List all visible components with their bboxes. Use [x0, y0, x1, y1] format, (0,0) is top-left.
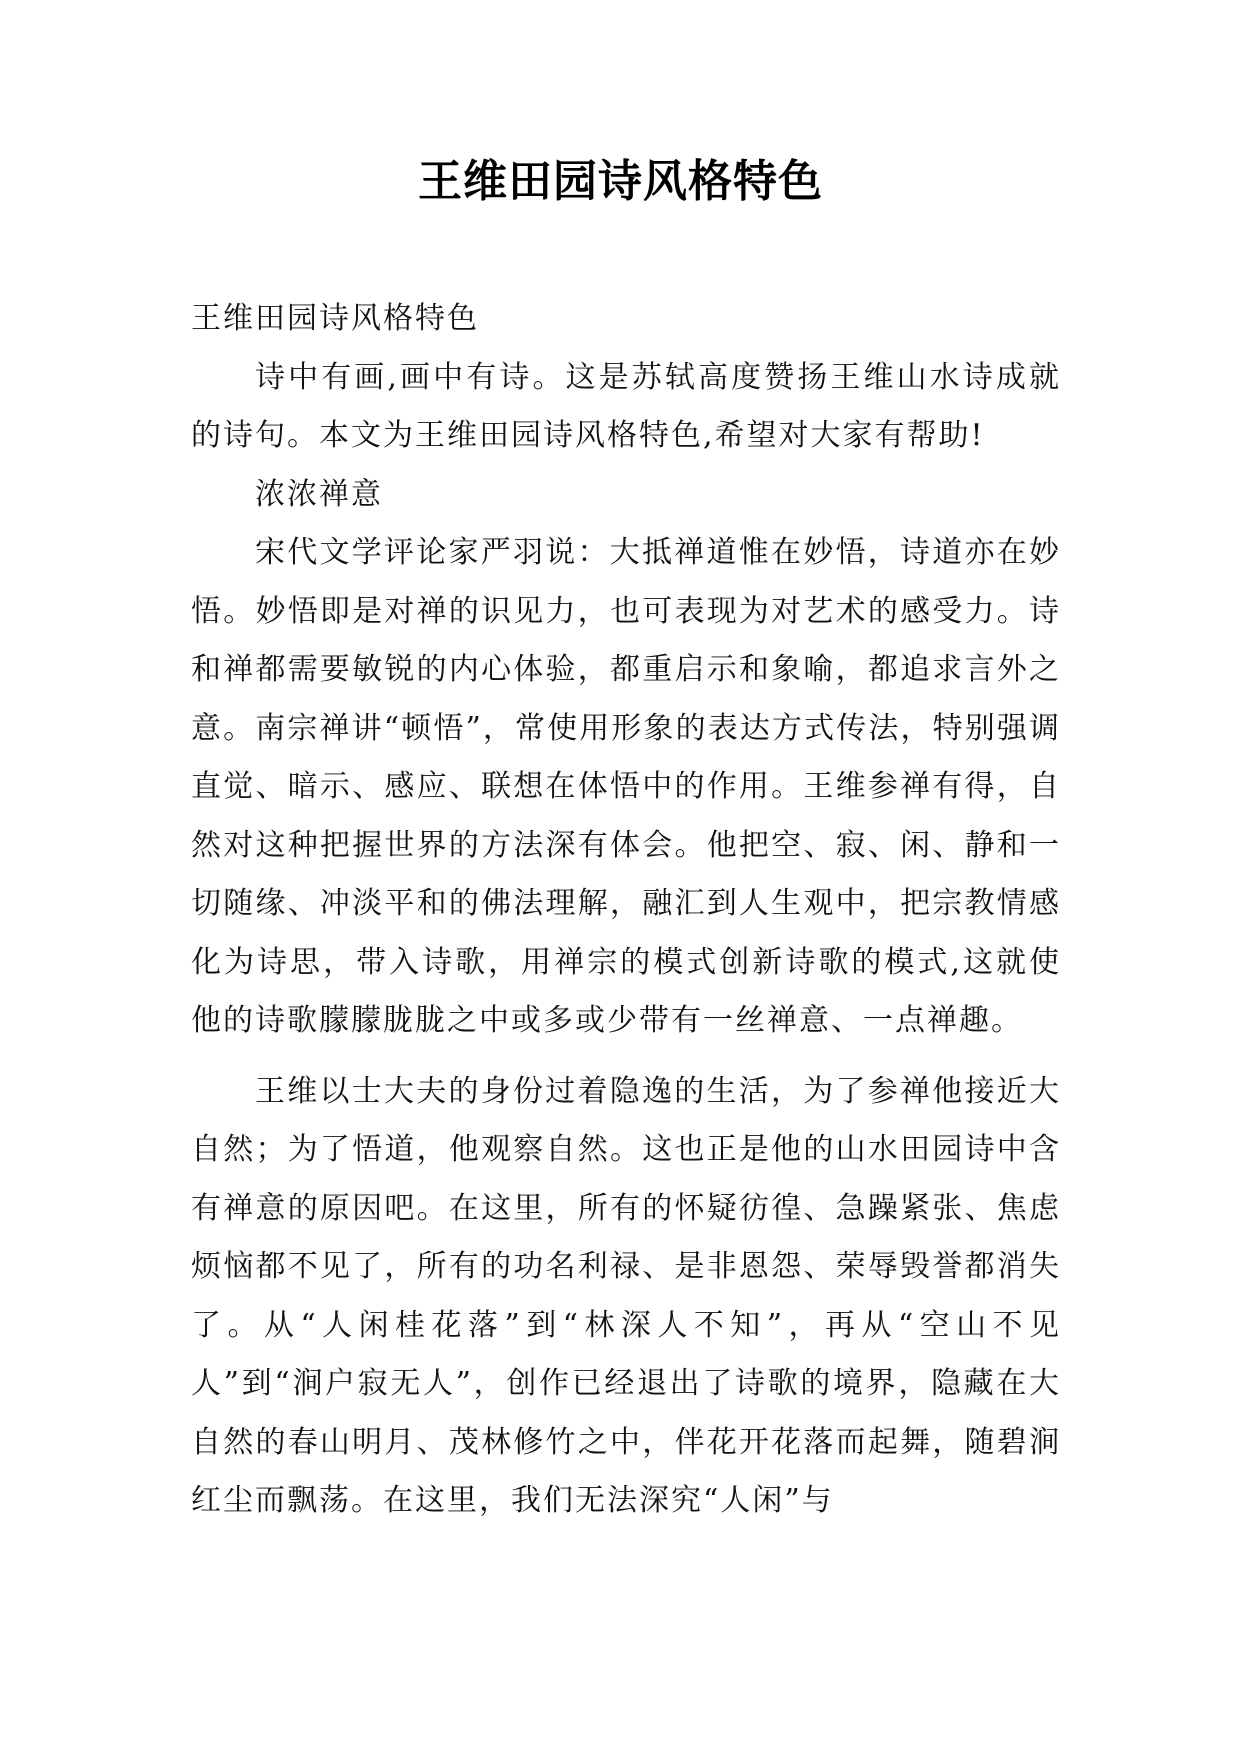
- body-paragraph: 宋代文学评论家严羽说：大抵禅道惟在妙悟，诗道亦在妙悟。妙悟即是对禅的识见力，也可表现为对艺术的感受力。诗和禅都需要敏锐的内心体验，都重启示和象喻，都追求言外之意。南宗禅讲“顿悟”，常使用形象的表达方式传法，特别强调直觉、暗示、感应、联想在体悟中的作用。王维参禅有得，自然对这种把握世界的方法深有体会。他把空、寂、闲、静和一切随缘、冲淡平和的佛法理解，融汇到人生观中，把宗教情感化为诗思，带入诗歌，用禅宗的模式创新诗歌的模式,这就使他的诗歌朦朦胧胧之中或多或少带有一丝禅意、一点禅趣。: [191, 535, 1061, 1038]
- subtitle-paragraph: 王维田园诗风格特色: [191, 301, 479, 336]
- document-title: 王维田园诗风格特色: [418, 156, 823, 207]
- document-body: [191, 290, 1061, 1531]
- section-heading: 浓浓禅意: [255, 476, 383, 512]
- intro-paragraph: 诗中有画,画中有诗。这是苏轼高度赞扬王维山水诗成就的诗句。本文为王维田园诗风格特色,希望对大家有帮助!: [191, 359, 1061, 453]
- body-paragraph: 王维以士大夫的身份过着隐逸的生活，为了参禅他接近大自然；为了悟道，他观察自然。这也正是他的山水田园诗中含有禅意的原因吧。在这里，所有的怀疑彷徨、急躁紧张、焦虑烦恼都不见了，所有的功名利禄、是非恩怨、荣辱毁誉都消失了。从“人闲桂花落”到“林深人不知”，再从“空山不见人”到“涧户寂无人”，创作已经退出了诗歌的境界，隐藏在大自然的春山明月、茂林修竹之中，伴花开花落而起舞，随碧涧红尘而飘荡。在这里，我们无法深究“人闲”与: [191, 1073, 1061, 1518]
